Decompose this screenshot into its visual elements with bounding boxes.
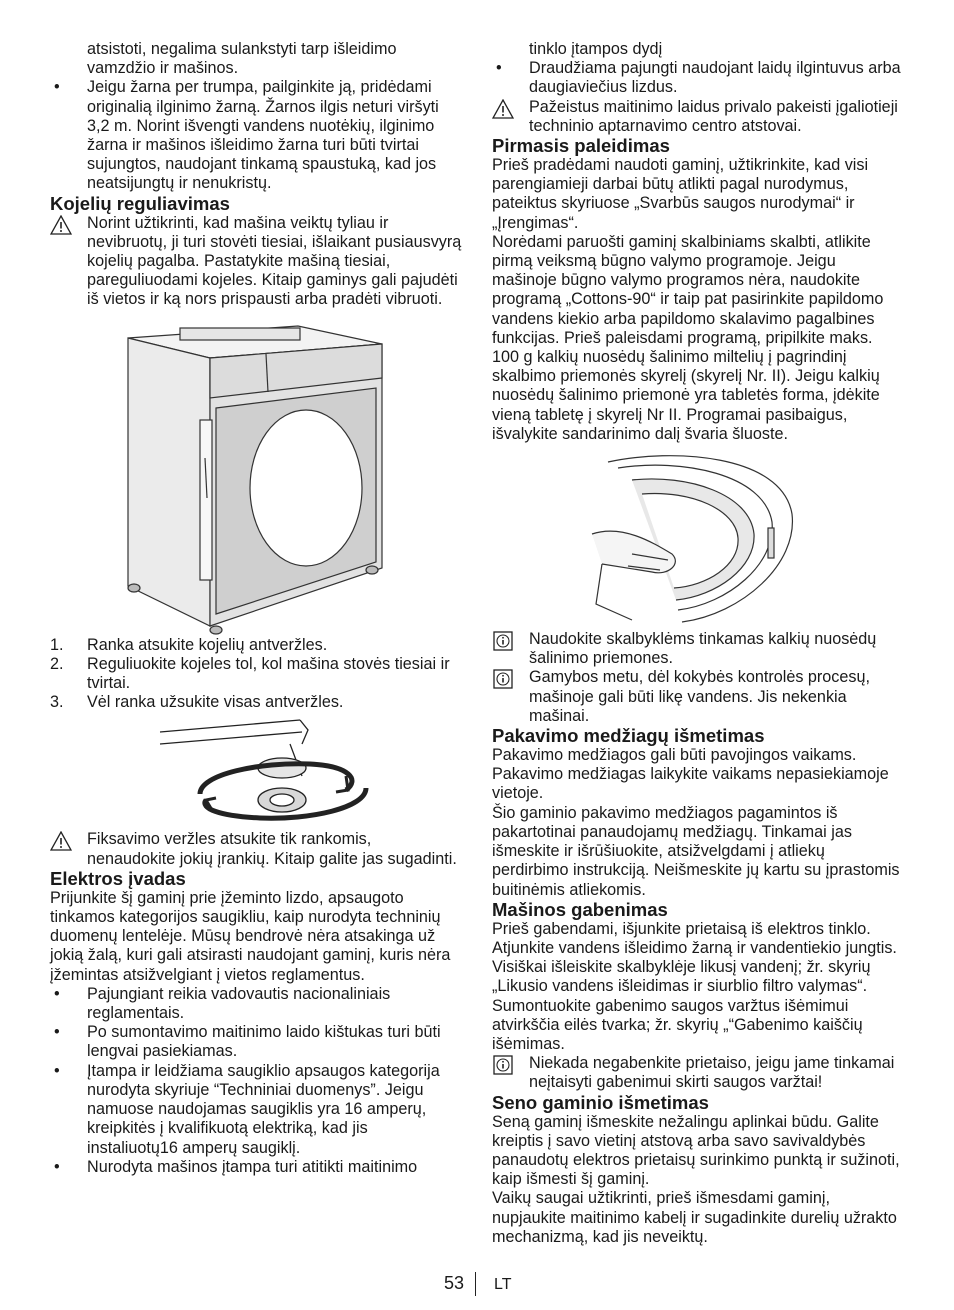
electrical-heading: Elektros įvadas (50, 867, 186, 889)
right-column (492, 40, 904, 1247)
hose-bullet: • Jeigu žarna per trumpa, pailginkite ją, pridėdami originalią ilginimo žarną. Žarnos ilgis neturi viršyti 3,2 m. Norint išvengti vandens nuotėkių, ilginimo žarna ir mašinos išleidimo žarna turi būti tvirtai sujungtos, naudojant tinkamą spaustuką, kad jos neatsijungtų ir nenukristų. (50, 78, 462, 193)
door-seal-cleaning-illustration (492, 454, 904, 624)
language-code: LT (494, 1276, 512, 1293)
footer-divider (475, 1272, 476, 1296)
step-2: 2. Reguliuokite kojeles tol, kol mašina stovės tiesiai ir tvirtai. (50, 654, 450, 693)
washing-machine-illustration (50, 318, 462, 636)
info-icon (492, 669, 514, 689)
extension-bullet: • Draudžiama pajungti naudojant laidų ilgintuvus arba daugiaviečius lizdus. (492, 59, 904, 97)
info-icon (492, 631, 514, 651)
electrical-bullet-4: • Nurodyta mašinos įtampa turi atitikti maitinimo (50, 1158, 462, 1177)
washing-machine-drawing (50, 318, 462, 636)
step-1: 1. Ranka atsukite kojelių antveržles. (50, 635, 328, 654)
first-use-paragraph-2: Norėdami paruošti gaminį skalbiniams skalbti, atlikite pirmą veiksmą būgno valymo programoje. Jeigu mašinoje būgno valymo programos nėra, naudokite programą „Cottons-90“ ir taip pat pasirinkite papildomo vandens kiekio arba papildomo skalavimo pagalbines funkcijas. Prieš paleisdami programą, pripilkite maks. 100 g kalkių nuosėdų šalinimo miltelių į pagrindinį skalbimo priemonės skyrelį (skyrelį Nr. II). Jeigu kalkių nuosėdų šalinimo priemonė yra tabletės forma, įdėkite vieną tabletę į skyrelį Nr II. Programai pasibaigus, išvalykite sandarinimo dalį švaria šluoste. (492, 232, 884, 443)
transport-heading: Mašinos gabenimas (492, 898, 668, 920)
packaging-paragraph-2: Šio gaminio pakavimo medžiagos pagamintos iš pakartotinai panaudojamų medžiagų. Tinkamai jas išmeskite ir išrūšiuokite, atsižvelgdami į atliekų perdirbimo instrukciją. Neišmeskite jų kartu su įprastomis buitinėmis atliekomis. (492, 803, 900, 899)
warning-icon (50, 215, 72, 235)
electrical-text: Prijunkite šį gaminį prie įžeminto lizdo, apsaugoto tinkamos kategorijos saugikliu, kaip nurodyta techninių duomenų lentelėje. Mūsų bendrovė nėra atsakinga už jokią žalą, kuri gali atsirasti naudojant gaminį, kuris nėra įžemintas atsižvelgiant į vietos reglamentus. (50, 888, 451, 984)
nut-warning: Fiksavimo veržles atsukite tik rankomis, nenaudokite jokių įrankių. Kitaip galite jas sugadinti. (50, 830, 462, 868)
foot-nut-drawing (50, 716, 462, 828)
page-number: 53 (443, 1273, 464, 1293)
electrical-bullet-2: • Po sumontavimo maitinimo laido kištukas turi būti lengvai pasiekiamas. (50, 1023, 462, 1061)
first-use-paragraph-1: Prieš pradėdami naudoti gaminį, užtikrinkite, kad visi parengiamieji darbai būtų atlikti pagal nurodymus, pateiktus skyriuose „Svarbūs saugos nurodymai“ ir „Įrengimas“. (492, 156, 869, 232)
packaging-heading: Pakavimo medžiagų išmetimas (492, 725, 765, 747)
left-column (50, 40, 462, 1177)
info-icon (492, 1055, 514, 1075)
door-seal-drawing (492, 454, 904, 624)
feet-steps (50, 636, 462, 713)
step-3: 3. Vėl ranka užsukite visas antveržles. (50, 693, 344, 712)
disposal-heading: Seno gaminio išmetimas (492, 1091, 709, 1113)
transport-info: Niekada negabenkite prietaiso, jeigu jame tinkamai neįtaisyti gabenimui skirti saugos varžtai! (492, 1054, 904, 1092)
disposal-paragraph-1: Seną gaminį išmeskite nežalingu aplinkai būdu. Galite kreiptis į savo vietinį atstovą arba savo savivaldybės panaudotų elektros prietaisų surinkimo punktą ir sužinoti, kaip išmesti šį gaminį. (492, 1112, 900, 1189)
info-note-2: Gamybos metu, dėl kokybės kontrolės procesų, mašinoje gali būti likę vandens. Jis nekenkia mašinai. (492, 668, 904, 726)
transport-paragraph: Prieš gabendami, išjunkite prietaisą iš elektros tinklo. Atjunkite vandens išleidimo žarną ir vandentiekio jungtis. Visiškai išleiskite skalbyklėje likusį vandenį; žr. skyrių „Likusio vandens išleidimas ir siurblio filtro valymas“. Sumontuokite gabenimo saugos varžtus išėmimui atvirkščia eilės tvarka; žr. skyrių „“Gabenimo kaiščių išėmimas. (492, 919, 897, 1053)
cable-warning: Pažeistus maitinimo laidus privalo pakeisti įgaliotieji techninio aptarnavimo centro atstovai. (492, 98, 904, 136)
feet-warning: Norint užtikrinti, kad mašina veiktų tyliau ir nevibruotų, ji turi stovėti tiesiai, išlaikant pusiausvyrą kojelių pagalba. Pastatykite mašiną tiesiai, pareguliuodami kojeles. Kitaip gaminys gali pajudėti iš vietos ir ką nors prispausti arba pradėti vibruoti. (50, 214, 462, 310)
electrical-bullet-1: • Pajungiant reikia vadovautis nacionaliniais reglamentais. (50, 985, 462, 1023)
intro-continuation: atsistoti, negalima sulankstyti tarp išleidimo vamzdžio ir mašinos. (87, 40, 397, 78)
warning-icon (50, 831, 72, 851)
warning-icon (492, 99, 514, 119)
voltage-continuation: tinklo įtampos dydį (529, 40, 663, 58)
feet-heading: Kojelių reguliavimas (50, 192, 230, 214)
first-use-heading: Pirmasis paleidimas (492, 135, 670, 157)
adjustable-foot-illustration (50, 716, 462, 828)
disposal-paragraph-2: Vaikų saugai užtikrinti, prieš išmesdami gaminį, nupjaukite maitinimo kabelį ir sugadinkite durelių užrakto mechanizmą, kad jis neveiktų. (492, 1189, 897, 1246)
electrical-bullet-3: • Įtampa ir leidžiama saugiklio apsaugos kategorija nurodyta skyriuje “Techniniai duomenys”. Jeigu namuose naudojamas saugiklis yra 16 amperų, kreipkitės į kvalifikuotą elektriką, kad jis instaliuotų16 amperų saugiklį. (50, 1062, 462, 1158)
page-footer (0, 1272, 954, 1298)
packaging-paragraph-1: Pakavimo medžiagos gali būti pavojingos vaikams. Pakavimo medžiagas laikykite vaikams nepasiekiamoje vietoje. (492, 746, 889, 803)
info-note-1: Naudokite skalbyklėms tinkamas kalkių nuosėdų šalinimo priemones. (492, 630, 904, 668)
